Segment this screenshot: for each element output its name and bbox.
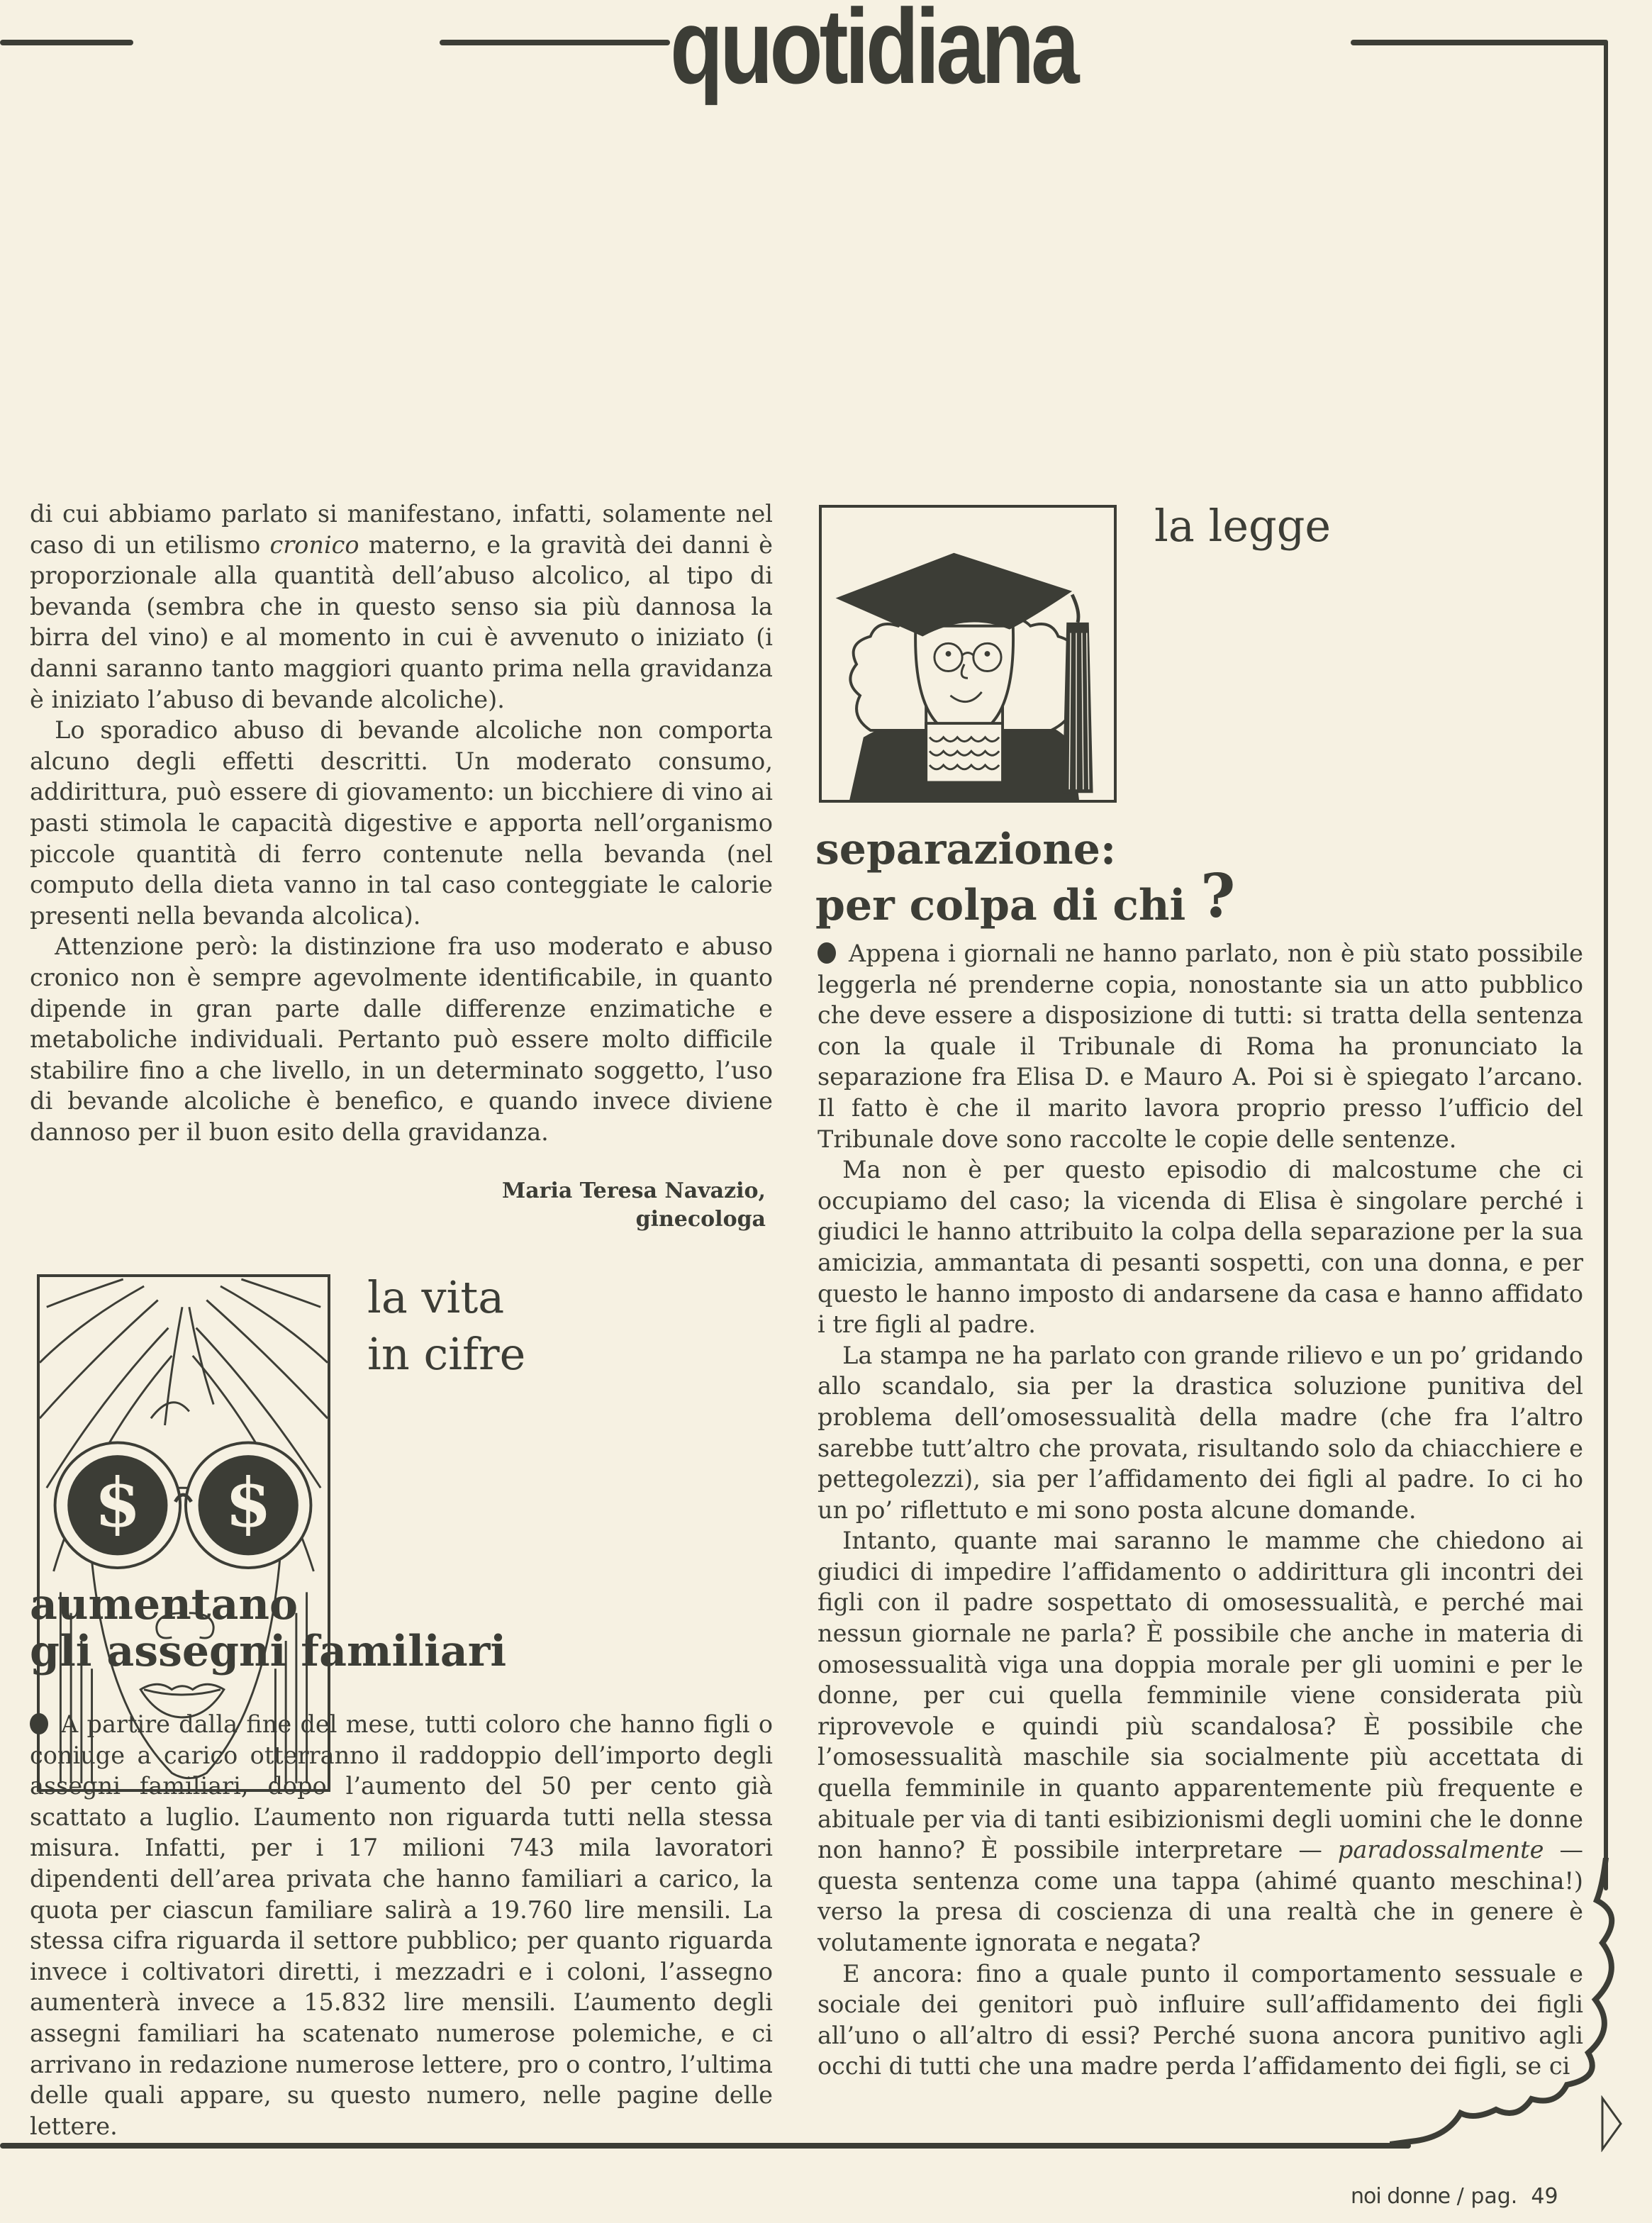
kicker-vita-in-cifre	[367, 1269, 525, 1383]
headline-line-2-text: per colpa di chi	[815, 881, 1186, 930]
paragraph-text: materno, e la gravità dei danni è proporzionale alla quantità dell’abuso alcolico, al tipo di bevanda (sembra che in questo senso sia più dannosa la birra del vino) e al momento in cui è avvenuto o iniziato (i danni saranno tanto maggiori quanto prima nella gravidanza è iniziato l’abuso di bevande alcoliche).	[30, 530, 773, 713]
paragraph-text: di cui abbiamo parlato si manifestano, infatti, solamente nel caso di un etilismo	[30, 500, 773, 559]
article-assegni-body	[30, 1709, 773, 2141]
article-continuation	[30, 498, 773, 1147]
kicker-line-1: la vita	[367, 1271, 505, 1323]
headline-line-2: gli assegni familiari	[30, 1627, 507, 1676]
question-mark: ?	[1200, 861, 1236, 931]
paragraph-text: Lo sporadico abuso di bevande alcoliche non comporta alcuno degli effetti descritti. Un moderato consumo, addirittura, può essere di giovamento: un bicchiere di vino ai pasti stimola le capacità digestive e apporta nell’organismo piccole quantità di ferro contenute nella bevanda (nel computo della dieta vanno in tal caso conteggiate le calorie presenti nella bevanda alcolica).	[30, 716, 773, 930]
kicker-la-legge	[1154, 498, 1331, 555]
illustration-judge	[819, 505, 1117, 803]
header-rule-right	[1351, 40, 1607, 45]
paragraph	[817, 1154, 1583, 1340]
page-footer	[1351, 2184, 1558, 2209]
bullet-icon	[30, 1713, 48, 1734]
judge-mortarboard-icon	[822, 508, 1114, 800]
paragraph	[817, 938, 1583, 1154]
header-rule-mid	[440, 40, 670, 45]
paragraph-text: Appena i giornali ne hanno parlato, non è più stato possibile leggerla né prenderne copia, nonostante sia un atto pubblico che deve essere a disposizione di tutti: si tratta della sentenza con la quale il Tribunale di Roma ha pronunciato la separazione fra Elisa D. e Mauro A. Poi si è spiegato l’arcano. Il fatto è che il marito lavora proprio presso l’ufficio del Tribunale dove sono raccolte le copie delle sentenze.	[817, 940, 1583, 1153]
kicker-line-2: in cifre	[367, 1328, 526, 1380]
magazine-name: noi donne	[1351, 2184, 1451, 2209]
headline-line-2	[815, 861, 1236, 931]
bullet-icon	[817, 942, 836, 964]
frame-border-bottom	[0, 2143, 1411, 2149]
paragraph-text: La stampa ne ha parlato con grande rilievo e un po’ gridando allo scandalo, sia per la drastica soluzione punitiva del problema dell’omosessualità della madre (che fra l’altro sarebbe tutt’altro che provata, risultando solo da chiacchiere e pettegolezzi), sia per l’affidamento dei figli al padre. Io ci ho un po’ riflettuto e mi sono posta alcune domande.	[817, 1341, 1583, 1524]
cloud-border-decoration	[1390, 1858, 1617, 2156]
kicker-text: la legge	[1154, 500, 1332, 552]
paragraph	[817, 1340, 1583, 1526]
frame-border-right	[1604, 40, 1608, 1890]
author-name: Maria Teresa Navazio,	[502, 1179, 766, 1203]
paragraph-text: Attenzione però: la distinzione fra uso moderato e abuso cronico non è sempre agevolmente identificabile, in quanto dipende in gran parte dalle differenze enzimatiche e metaboliche individuali. Pertanto può essere molto difficile stabilire fino a che livello, in un determinato soggetto, l’uso di bevande alcoliche è benefico, e quando invece diviene dannoso per il buon esito della gravidanza.	[30, 932, 773, 1146]
italic-text: cronico	[269, 530, 359, 559]
author-signature	[397, 1177, 766, 1234]
paragraph-text: E ancora: fino a quale punto il comportamento sessuale e sociale dei genitori può influire sull’affidamento dei figli all’uno o all’altro di essi? Perché suona ancora punitivo agli occhi di tutti che una madre perda l’affidamento dei figli, se ci	[817, 1959, 1583, 2080]
paragraph-text: Intanto, quante mai saranno le mamme che chiedono ai giudici di impedire l’affidamento o addirittura gli incontri dei figli con il padre sospettato di omosessualità, e perché mai nessun giornale ne parla? È possibile che anche in materia di omosessualità viga una doppia morale per gli uomini e per le donne, per cui quella femminile viene considerata più riprovevole e quindi più scandalosa? È possibile che l’omosessualità maschile sia socialmente più accettata di quella femminile in quanto apparentemente più frequente e abituale per via di tanti esibizionismi degli uomini che le donne non hanno? È possibile interpretare —	[817, 1527, 1583, 1864]
headline-line-1: separazione:	[815, 825, 1117, 874]
footer-separator: /	[1456, 2184, 1464, 2209]
dollar-sign-left: $	[94, 1464, 141, 1543]
section-title: quotidiana	[670, 0, 1076, 106]
headline-assegni-familiari	[30, 1581, 506, 1675]
headline-line-1: aumentano	[30, 1580, 298, 1629]
paragraph-text: — questa sentenza come una tappa (ahimé quanto meschina!) verso la presa di coscienza di una realtà che in genere è volutamente ignorata e negata?	[817, 1836, 1583, 1956]
paragraph	[30, 931, 773, 1147]
dollar-sign-right: $	[225, 1464, 272, 1543]
italic-text: paradossalmente	[1337, 1836, 1544, 1864]
header-rule-left	[0, 40, 133, 45]
paragraph	[30, 715, 773, 931]
assegni-body-text: A partire dalla fine del mese, tutti coloro che hanno figli o coniuge a carico otterranno il raddoppio dell’importo degli assegni familiari, dopo l’aumento del 50 per cento già scattato a luglio. L’aumento non riguarda tutti nella stessa misura. Infatti, per i 17 milioni 743 mila lavoratori dipendenti dell’area privata che hanno familiari a carico, la quota per ciascun familiare salirà a 19.760 lire mensili. La stessa cifra riguarda il settore pubblico; per quanto riguarda invece i coltivatori diretti, i mezzadri e i coloni, l’assegno aumenterà invece a 15.832 lire mensili. L’aumento degli assegni familiari ha scatenato numerose polemiche, e ci arrivano in redazione numerose lettere, pro o contro, l’ultima delle quali appare, su questo numero, nelle pagine delle lettere.	[30, 1710, 773, 2140]
page-label: pag.	[1470, 2184, 1518, 2209]
paragraph-text: Ma non è per questo episodio di malcostume che ci occupiamo del caso; la vicenda di Elisa è singolare perché i giudici le hanno attribuito la colpa della separazione per la sua amicizia, ammantata di pesanti sospetti, con una donna, e per questo le hanno imposto di andarsene da casa e hanno affidato i tre figli al padre.	[817, 1156, 1583, 1339]
headline-separazione	[815, 826, 1235, 929]
author-role: ginecologa	[635, 1207, 766, 1232]
page-number: 49	[1531, 2184, 1558, 2209]
paragraph	[30, 498, 773, 715]
continue-arrow-icon	[1600, 2095, 1624, 2152]
